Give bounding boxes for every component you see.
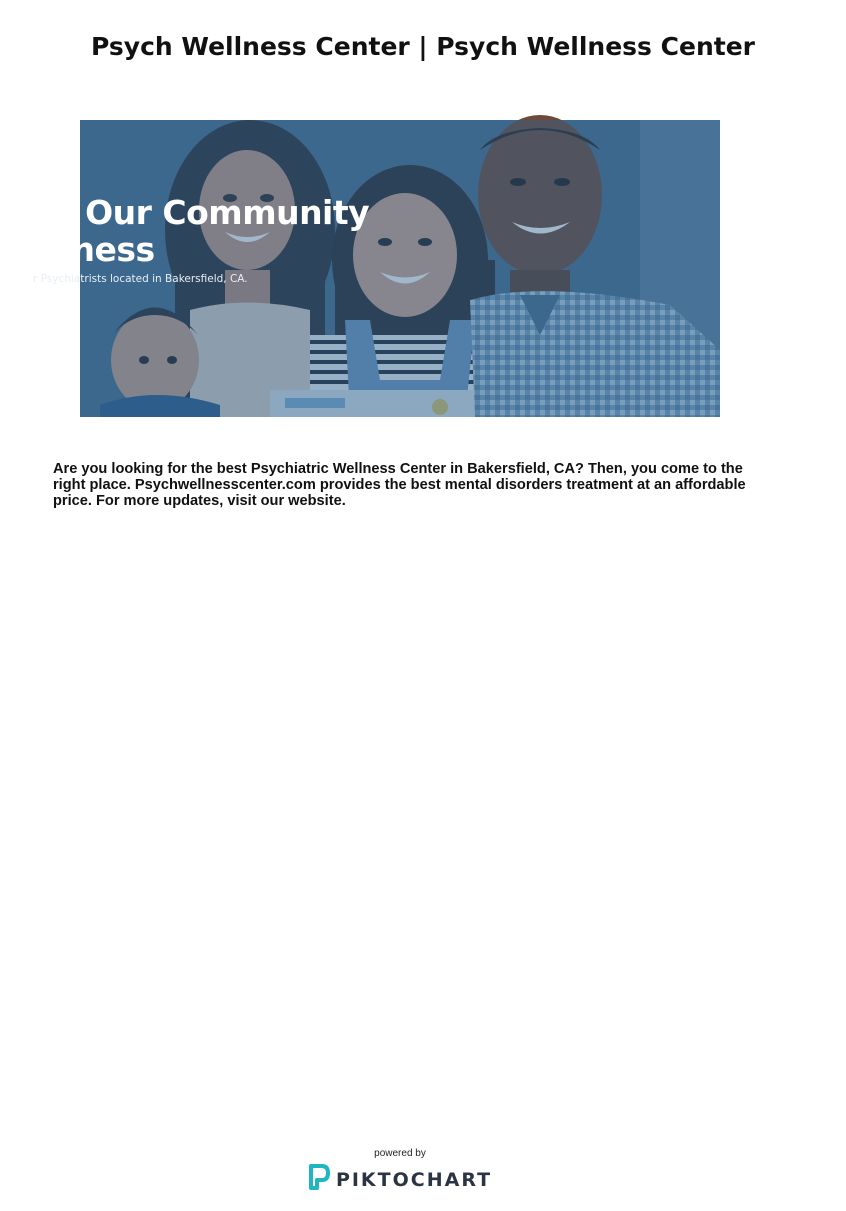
piktochart-wordmark: PIKTOCHART [335, 1168, 493, 1191]
hero-subtext: r Psychiatrists located in Bakersfield, CA. [33, 273, 248, 285]
description-text: Are you looking for the best Psychiatric Wellness Center in Bakersfield, CA? Then, you come to the right place. Psychwellnesscenter.com provides the best mental disorders treatment at an affordable price. For more updates, visit our website. [53, 461, 746, 509]
powered-by-label: powered by [374, 1148, 426, 1159]
hero-photo-illustration [80, 120, 720, 417]
page-title: Psych Wellness Center | Psych Wellness Center [91, 32, 755, 61]
piktochart-brand-link[interactable] [308, 1164, 492, 1195]
hero-heading: ng Our Community ellness [28, 193, 370, 269]
piktochart-logo-icon [308, 1164, 330, 1195]
footer [300, 1148, 500, 1195]
hero-banner [28, 120, 720, 417]
